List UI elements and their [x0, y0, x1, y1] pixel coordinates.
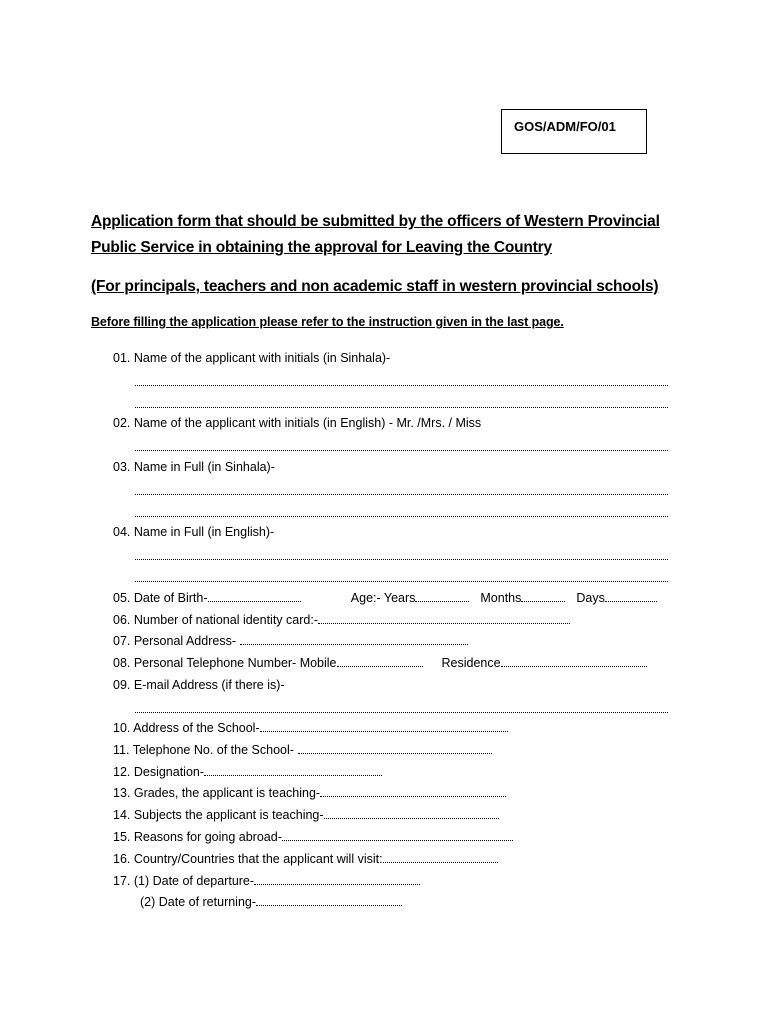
field-01-input-line-2[interactable]	[135, 390, 668, 408]
residence-label: Residence	[441, 656, 501, 670]
field-01-input-line-1[interactable]	[135, 368, 668, 386]
mobile-number-input[interactable]	[337, 654, 423, 667]
field-16-label: 16. Country/Countries that the applicant will visit:	[113, 852, 383, 866]
age-months-input[interactable]	[521, 589, 565, 602]
age-days-input[interactable]	[605, 589, 657, 602]
form-subtitle: (For principals, teachers and non academic staff in western provincial schools)	[91, 278, 659, 295]
age-years-label: Age:- Years	[350, 591, 416, 605]
field-06-label: 06. Number of national identity card:-	[113, 613, 318, 627]
form-title-line-1: Application form that should be submitted by the officers of Western Provincial	[91, 213, 660, 230]
age-months-label: Months	[480, 591, 522, 605]
subjects-teaching-input[interactable]	[324, 806, 499, 819]
field-11-row	[113, 741, 492, 759]
field-13-label: 13. Grades, the applicant is teaching-	[113, 786, 321, 800]
email-input-line[interactable]	[135, 695, 668, 713]
countries-visit-input[interactable]	[383, 850, 498, 863]
field-15-row	[113, 828, 513, 846]
field-06-row	[113, 611, 570, 629]
field-12-row	[113, 763, 382, 781]
field-01-label: 01. Name of the applicant with initials (in Sinhala)-	[113, 351, 391, 365]
field-13-row	[113, 784, 506, 802]
field-04-label: 04. Name in Full (in English)-	[113, 525, 275, 539]
field-02-label: 02. Name of the applicant with initials (in English) - Mr. /Mrs. / Miss	[113, 416, 482, 430]
field-08-row	[113, 654, 647, 672]
age-days-label: Days	[576, 591, 605, 605]
designation-input[interactable]	[204, 763, 382, 776]
field-10-row	[113, 719, 508, 737]
form-title-line-2: Public Service in obtaining the approval for Leaving the Country	[91, 239, 552, 256]
field-16-row	[113, 850, 498, 868]
school-telephone-input[interactable]	[298, 741, 492, 754]
field-04-input-line-1[interactable]	[135, 542, 668, 560]
reasons-abroad-input[interactable]	[282, 828, 513, 841]
residence-number-input[interactable]	[501, 654, 647, 667]
field-11-label: 11. Telephone No. of the School-	[113, 743, 294, 757]
field-04-input-line-2[interactable]	[135, 564, 668, 582]
field-07-label: 07. Personal Address-	[113, 634, 236, 648]
field-02-input-line[interactable]	[135, 433, 668, 451]
field-10-label: 10. Address of the School-	[113, 721, 260, 735]
field-09-label: 09. E-mail Address (if there is)-	[113, 678, 285, 692]
field-12-label: 12. Designation-	[113, 765, 205, 779]
field-15-label: 15. Reasons for going abroad-	[113, 830, 282, 844]
field-17-returning-row	[140, 893, 402, 911]
school-address-input[interactable]	[260, 719, 508, 732]
field-03-input-line-1[interactable]	[135, 477, 668, 495]
field-07-row	[113, 632, 468, 650]
personal-address-input[interactable]	[240, 632, 468, 645]
field-03-input-line-2[interactable]	[135, 499, 668, 517]
field-17-departure-row	[113, 872, 420, 890]
date-of-birth-input[interactable]	[208, 589, 301, 602]
field-14-row	[113, 806, 499, 824]
field-14-label: 14. Subjects the applicant is teaching-	[113, 808, 324, 822]
field-08-label: 08. Personal Telephone Number- Mobile	[113, 656, 337, 670]
field-03-label: 03. Name in Full (in Sinhala)-	[113, 460, 275, 474]
form-reference-code: GOS/ADM/FO/01	[501, 109, 647, 154]
grades-teaching-input[interactable]	[320, 784, 506, 797]
departure-date-input[interactable]	[254, 872, 420, 885]
field-05-row	[113, 589, 657, 607]
instruction-note: Before filling the application please refer to the instruction given in the last page.	[91, 315, 564, 329]
returning-date-input[interactable]	[256, 893, 402, 906]
field-17-departure-label: 17. (1) Date of departure-	[113, 874, 255, 888]
field-05-label: 05. Date of Birth-	[113, 591, 208, 605]
age-years-input[interactable]	[415, 589, 469, 602]
field-17-returning-label: (2) Date of returning-	[140, 895, 257, 909]
nic-number-input[interactable]	[318, 611, 570, 624]
